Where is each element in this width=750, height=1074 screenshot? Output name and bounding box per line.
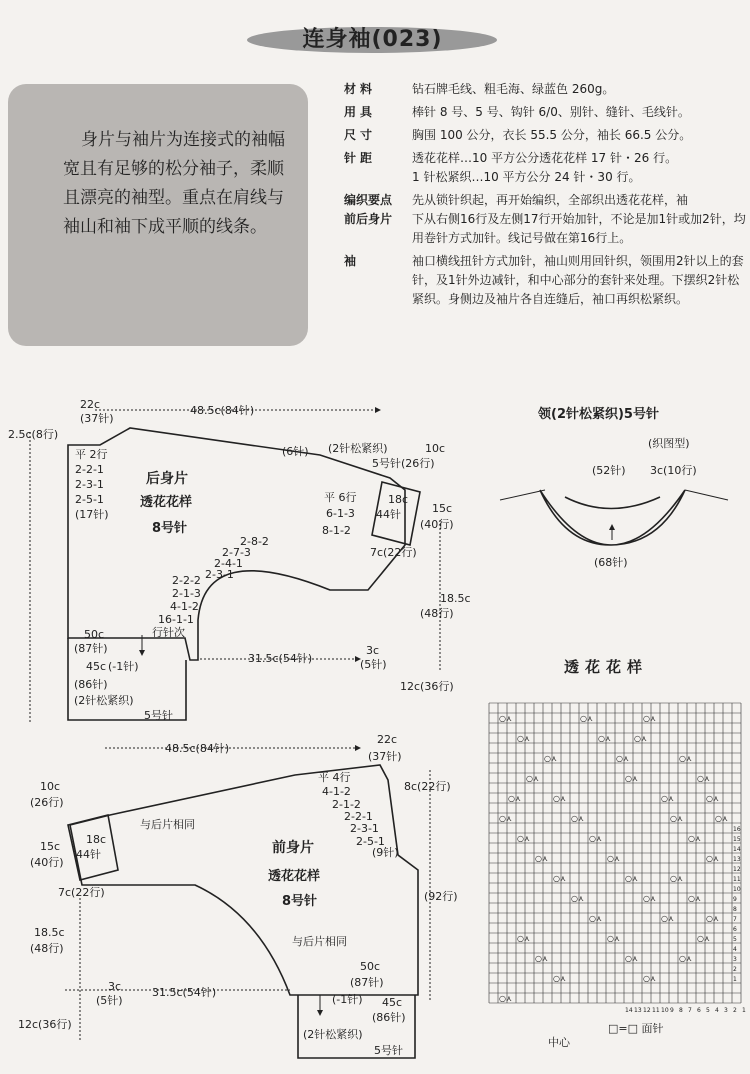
- front-top-w: 48.5c(84针): [165, 742, 230, 755]
- chart-symbol: ○⋏: [625, 954, 638, 963]
- back-w86: (86针): [74, 678, 108, 691]
- chart-symbol: ○⋏: [607, 934, 620, 943]
- back-inc-4: 2-2-2: [172, 574, 201, 587]
- chart-center: 中心: [548, 1036, 570, 1049]
- chart-col-num: 13: [634, 1007, 642, 1014]
- front-sh-5: 2-5-1: [356, 835, 385, 848]
- chart-col-num: 8: [679, 1007, 683, 1014]
- page-title: 连身袖(023): [302, 27, 443, 52]
- chart-row-num: 11: [733, 876, 741, 883]
- front-sh-4: 2-3-1: [350, 822, 379, 835]
- front-w5: (5针): [96, 994, 123, 1007]
- chart-symbol: ○⋏: [616, 754, 629, 763]
- back-d1: 6-1-3: [326, 507, 355, 520]
- chart-symbol: ○⋏: [715, 814, 728, 823]
- front-same2: 与后片相同: [292, 935, 347, 948]
- front-name: 前身片: [272, 840, 314, 856]
- back-cuff-40: (40行): [420, 518, 454, 531]
- chart-legend: □=□ 面针: [608, 1022, 664, 1035]
- chart-symbol: ○⋏: [553, 874, 566, 883]
- front-w3: 3c: [108, 980, 122, 993]
- chart-symbol: ○⋏: [679, 754, 692, 763]
- chart-symbol: ○⋏: [589, 834, 602, 843]
- back-labels: [8, 398, 471, 722]
- chart-row-num: 8: [733, 906, 737, 913]
- spec-material: 材料 钻石牌毛线、粗毛海、绿蓝色 260g。: [344, 82, 615, 96]
- back-sh-3: 2-5-1: [75, 493, 104, 506]
- chart-symbol: ○⋏: [499, 714, 512, 723]
- chart-symbol: ○⋏: [706, 794, 719, 803]
- back-w45: 45c: [86, 660, 107, 673]
- front-h185b: (48行): [30, 942, 64, 955]
- front-h8: 8c(22行): [404, 780, 451, 793]
- back-flat6: 平 6行: [324, 491, 357, 504]
- back-name: 后身片: [146, 471, 188, 487]
- stitch-chart-grid: [489, 703, 746, 1014]
- back-inc-6: 4-1-2: [170, 600, 199, 613]
- back-w50: 50c: [84, 628, 105, 641]
- front-side: 31.5c(54针): [152, 986, 217, 999]
- chart-symbol: ○⋏: [517, 834, 530, 843]
- chart-symbol: ○⋏: [643, 974, 656, 983]
- chart-symbol: ○⋏: [535, 854, 548, 863]
- front-c10: 10c: [40, 780, 61, 793]
- back-d7c: 7c(22行): [370, 546, 417, 559]
- back-sh-0: 平 2行: [75, 448, 108, 461]
- back-top-w: 48.5c(84针): [190, 404, 255, 417]
- chart-symbol: ○⋏: [517, 734, 530, 743]
- front-sh-6: (9针): [372, 846, 399, 859]
- chart-symbol: ○⋏: [706, 854, 719, 863]
- chart-row-num: 15: [733, 836, 741, 843]
- chart-symbol: ○⋏: [571, 894, 584, 903]
- spec-tools: 用具 棒针 8 号、5 号、钩针 6/0、别针、缝针、毛线针。: [344, 105, 690, 119]
- back-sh-1: 2-2-1: [75, 463, 104, 476]
- spec-gauge: 针距 透花花样…10 平方公分透花花样 17 针・26 行。: [344, 151, 678, 165]
- front-c18: 18c: [86, 833, 107, 846]
- front-minus1: (-1针): [332, 993, 363, 1006]
- front-needle: 8号针: [282, 894, 318, 909]
- back-cuff-needle: 5号针(26行): [372, 457, 435, 470]
- chart-symbol: ○⋏: [535, 954, 548, 963]
- chart-symbol: ○⋏: [679, 954, 692, 963]
- chart-symbol: ○⋏: [625, 774, 638, 783]
- front-w45: 45c: [382, 996, 403, 1009]
- back-sh-2: 2-3-1: [75, 478, 104, 491]
- front-c44: 44针: [76, 848, 101, 861]
- back-d2: 8-1-2: [322, 524, 351, 537]
- back-neck: (6针): [282, 445, 309, 458]
- chart-col-num: 3: [724, 1007, 728, 1014]
- chart-col-num: 9: [670, 1007, 674, 1014]
- chart-col-num: 12: [643, 1007, 651, 1014]
- front-sh-0: 平 4行: [318, 771, 351, 784]
- back-rib: (2针松紧织): [74, 694, 134, 707]
- chart-symbol: ○⋏: [634, 734, 647, 743]
- back-top-h: 2.5c(8行): [8, 428, 59, 441]
- back-pattern: 透花花样: [140, 495, 193, 510]
- back-outline: [68, 428, 405, 660]
- back-minus1: (-1针): [108, 660, 139, 673]
- back-w3c: 3c: [366, 644, 380, 657]
- front-sh-2: 2-1-2: [332, 798, 361, 811]
- collar-title: 领(2针松紧织)5号针: [538, 407, 659, 422]
- chart-row-num: 2: [733, 966, 737, 973]
- back-rib-needle: 5号针: [144, 709, 173, 722]
- chart-symbol: ○⋏: [670, 874, 683, 883]
- front-h185: 18.5c: [34, 926, 65, 939]
- chart-symbol: ○⋏: [643, 714, 656, 723]
- chart-symbol: ○⋏: [571, 814, 584, 823]
- back-needle: 8号针: [152, 521, 188, 536]
- back-h185b: (48行): [420, 607, 454, 620]
- chart-symbol: ○⋏: [553, 794, 566, 803]
- back-inc-0: 2-8-2: [240, 535, 269, 548]
- chart-symbol: ○⋏: [661, 914, 674, 923]
- chart-symbol: ○⋏: [697, 934, 710, 943]
- front-labels: [18, 733, 458, 1057]
- chart-row-num: 10: [733, 886, 741, 893]
- back-h185: 18.5c: [440, 592, 471, 605]
- front-w50: 50c: [360, 960, 381, 973]
- chart-col-num: 1: [742, 1007, 746, 1014]
- chart-symbol: ○⋏: [598, 734, 611, 743]
- front-w87: (87针): [350, 976, 384, 989]
- collar-68: (68针): [594, 556, 628, 569]
- chart-symbol: ○⋏: [670, 814, 683, 823]
- spec-size: 尺寸 胸围 100 公分，衣长 55.5 公分，袖长 66.5 公分。: [344, 128, 692, 142]
- chart-symbol: ○⋏: [580, 714, 593, 723]
- chart-symbol: ○⋏: [697, 774, 710, 783]
- back-cuff-15c: 15c: [432, 502, 453, 515]
- back-inc-8: 行针次: [152, 626, 185, 639]
- spec-key: 编织要点 先从锁针织起，再开始编织，全部织出透花花样，袖: [344, 193, 689, 207]
- front-c26: (26行): [30, 796, 64, 809]
- front-top-r: 22c: [377, 733, 398, 746]
- chart-row-num: 7: [733, 916, 737, 923]
- back-cuff-44: 44针: [376, 508, 401, 521]
- chart-col-num: 11: [652, 1007, 660, 1014]
- chart-col-num: 5: [706, 1007, 710, 1014]
- back-inc-3: 2-3-1: [205, 568, 234, 581]
- front-h12: 12c(36行): [18, 1018, 72, 1031]
- chart-row-num: 9: [733, 896, 737, 903]
- chart-row-num: 1: [733, 976, 737, 983]
- chart-row-num: 16: [733, 826, 741, 833]
- chart-symbol: ○⋏: [553, 974, 566, 983]
- chart-row-num: 14: [733, 846, 741, 853]
- chart-symbol: ○⋏: [544, 754, 557, 763]
- back-inc-1: 2-7-3: [222, 546, 251, 559]
- collar-52: (52针): [592, 464, 626, 477]
- chart-symbol: ○⋏: [517, 934, 530, 943]
- chart-row-num: 3: [733, 956, 737, 963]
- front-c15: 15c: [40, 840, 61, 853]
- front-w86: (86针): [372, 1011, 406, 1024]
- collar-3c: 3c(10行): [650, 464, 697, 477]
- chart-col-num: 14: [625, 1007, 633, 1014]
- chart-symbol: ○⋏: [607, 854, 620, 863]
- back-inc-7: 16-1-1: [158, 613, 194, 626]
- back-top-l2: (37针): [80, 412, 114, 425]
- front-c40: (40行): [30, 856, 64, 869]
- chart-symbol: ○⋏: [661, 794, 674, 803]
- chart-title: 透花花样: [564, 658, 649, 676]
- chart-row-num: 13: [733, 856, 741, 863]
- chart-symbol: ○⋏: [508, 794, 521, 803]
- collar-inner: [565, 497, 660, 509]
- chart-row-num: 5: [733, 936, 737, 943]
- chart-row-num: 6: [733, 926, 737, 933]
- front-c7: 7c(22行): [58, 886, 105, 899]
- back-side: 31.5c(54针): [248, 652, 313, 665]
- front-same1: 与后片相同: [140, 818, 195, 831]
- chart-symbol: ○⋏: [688, 834, 701, 843]
- front-rib: (2针松紧织): [303, 1028, 363, 1041]
- chart-col-num: 10: [661, 1007, 669, 1014]
- spec-sleeve: 袖 袖口横线扭针方式加针，袖山则用回针织，领围用2针以上的套针，及1针外边减针，和中心部分的套针来处理。下摆织2针松紧织。身侧边及袖片各自连缝后，袖口再织松紧织。: [344, 254, 744, 306]
- back-cuff-rib: (2针松紧织): [328, 442, 388, 455]
- chart-row-num: 12: [733, 866, 741, 873]
- chart-col-num: 7: [688, 1007, 692, 1014]
- chart-symbol: ○⋏: [589, 914, 602, 923]
- chart-symbol: ○⋏: [706, 914, 719, 923]
- spec-gauge-2: 1 针松紧织…10 平方公分 24 针・30 行。: [412, 170, 641, 184]
- chart-row-num: 4: [733, 946, 737, 953]
- chart-symbol: ○⋏: [499, 994, 512, 1003]
- front-rows92: (92行): [424, 890, 458, 903]
- chart-symbol: ○⋏: [643, 894, 656, 903]
- back-top-l: 22c: [80, 398, 101, 411]
- chart-symbol: ○⋏: [499, 814, 512, 823]
- intro-text: 身片与袖片为连接式的袖幅宽且有足够的松分袖子，柔顺且漂亮的袖型。重点在肩线与袖山和袖下成平顺的线条。: [63, 130, 285, 237]
- chart-symbol: ○⋏: [526, 774, 539, 783]
- back-w5: (5针): [360, 658, 387, 671]
- back-h12: 12c(36行): [400, 680, 454, 693]
- back-cuff-18c: 18c: [388, 493, 409, 506]
- back-w87: (87针): [74, 642, 108, 655]
- spec-body: 前后身片 下从右侧16行及左侧17行开始加针，不论是加1针或加2针，均用卷针方式加针。线记号做在第16行上。: [344, 212, 746, 245]
- front-sh-1: 4-1-2: [322, 785, 351, 798]
- chart-col-num: 6: [697, 1007, 701, 1014]
- back-sh-4: (17针): [75, 508, 109, 521]
- front-top-r2: (37针): [368, 750, 402, 763]
- chart-col-num: 4: [715, 1007, 719, 1014]
- back-inc-2: 2-4-1: [214, 557, 243, 570]
- front-pattern: 透花花样: [268, 869, 321, 884]
- collar-sub: (织图型): [648, 437, 690, 450]
- back-cuff-10c: 10c: [425, 442, 446, 455]
- back-inc-5: 2-1-3: [172, 587, 201, 600]
- front-sh-3: 2-2-1: [344, 810, 373, 823]
- chart-col-num: 2: [733, 1007, 737, 1014]
- front-rib-needle: 5号针: [374, 1044, 403, 1057]
- chart-symbol: ○⋏: [625, 874, 638, 883]
- chart-symbol: ○⋏: [688, 894, 701, 903]
